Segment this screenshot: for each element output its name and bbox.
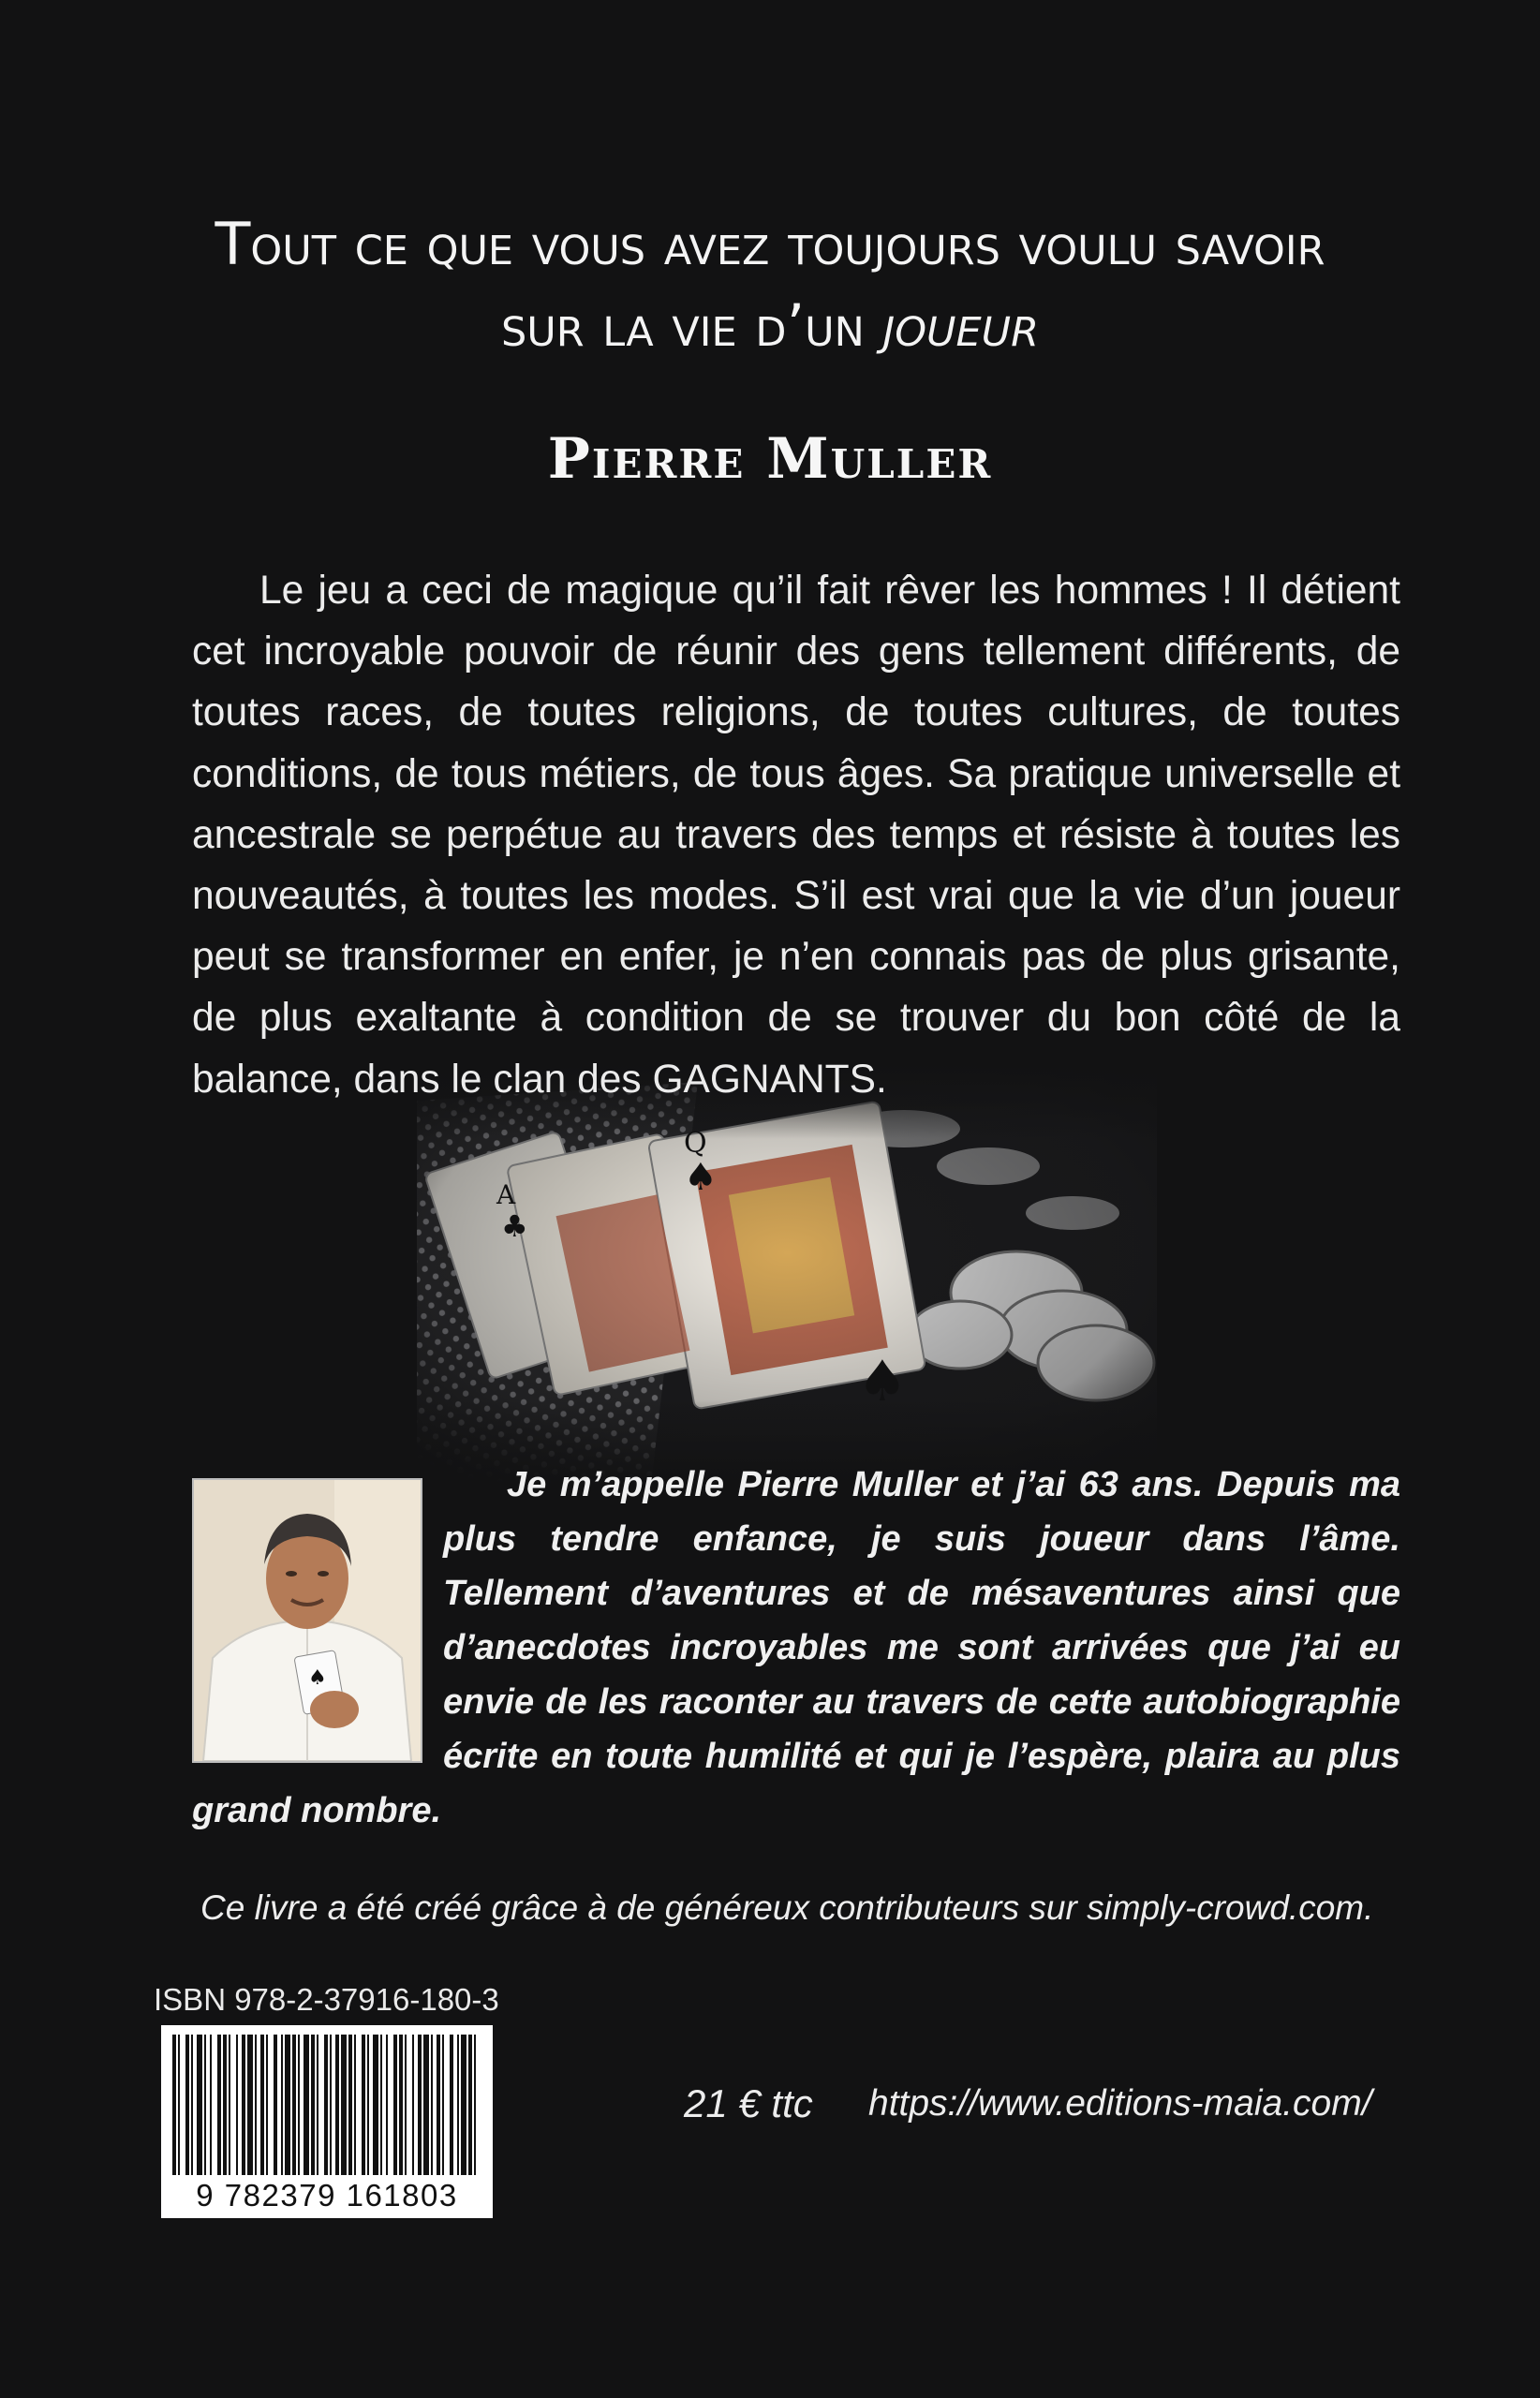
barcode-bar [468, 2035, 472, 2175]
title-line-2-prefix: sur la vie d’un [500, 291, 883, 360]
author-bio-text: Je m’appelle Pierre Muller et j’ai 63 ans. Depuis ma plus tendre enfance, je suis joueur dans l’âme. Tellement d’aventures et de mésaventures ainsi que d’anecdotes incroyables me sont arrivées que j’ai eu envie de les raconter au travers de cette autobiographie écrite en toute humilité et qui je l’espère, plaira au plus grand nombre. [192, 1465, 1400, 1830]
barcode-bar [242, 2035, 245, 2175]
barcode-bar [178, 2035, 180, 2175]
barcode-bar [341, 2035, 347, 2175]
contributors-note: Ce livre a été créé grâce à de généreux contributeurs sur simply-crowd.com. [200, 1888, 1374, 1927]
barcode-bar [298, 2035, 300, 2175]
barcode-bar [317, 2035, 318, 2175]
cards-photo [417, 1063, 1157, 1485]
barcode-bar [210, 2035, 212, 2175]
blurb-paragraph: Le jeu a ceci de magique qu’il fait rêver les hommes ! Il détient cet incroyable pouvoir de réunir des gens tellement différents, de toutes races, de toutes religions, de toutes cultures, de toutes conditions, de tous métiers, de tous âges. Sa pratique universelle et ancestrale se perpétue au travers des temps et résiste à toutes les nouveautés, à toutes les modes. S’il est vrai que la vie d’un joueur peut se transformer en enfer, je n’en connais pas de plus grisante, de plus exaltante à condition de se trouver du bon côté de la balance, dans le clan des GAGNANTS. [192, 569, 1400, 1102]
author-name: Pierre Muller [547, 426, 993, 492]
barcode-bar [285, 2035, 290, 2175]
barcode-bar [354, 2035, 356, 2175]
barcode-bar [217, 2035, 221, 2175]
barcode-bar [442, 2035, 444, 2175]
barcode-bar [247, 2035, 253, 2175]
barcode-bar [373, 2035, 378, 2175]
barcode-bar [260, 2035, 264, 2175]
barcode-bar [405, 2035, 407, 2175]
barcode-bar [335, 2035, 339, 2175]
price: 21 € ttc [684, 2081, 813, 2125]
barcode-bar [457, 2035, 459, 2175]
barcode-bar [367, 2035, 369, 2175]
barcode-bar [204, 2035, 206, 2175]
barcode-bar [386, 2035, 388, 2175]
barcode-bar [274, 2035, 277, 2175]
isbn-barcode [161, 2025, 493, 2218]
barcode-bar [223, 2035, 227, 2175]
barcode-bar [255, 2035, 257, 2175]
barcode-bar [450, 2035, 453, 2175]
barcode-bar [185, 2035, 189, 2175]
barcode-bar [236, 2035, 238, 2175]
author-photo [192, 1478, 422, 1763]
barcode-digits: 9 782379 161803 [161, 2179, 493, 2213]
barcode-bar [304, 2035, 309, 2175]
barcode-bar [197, 2035, 202, 2175]
barcode-bar [418, 2035, 422, 2175]
barcode-bar [172, 2035, 176, 2175]
publisher-url: https://www.editions-maia.com/ [868, 2083, 1372, 2124]
barcode-bar [412, 2035, 414, 2175]
title-line-1: Tout ce que vous avez toujours voulu savoir [215, 210, 1325, 278]
barcode-bar [324, 2035, 328, 2175]
barcode-bar [292, 2035, 296, 2175]
barcode-bar [330, 2035, 332, 2175]
barcode-bar [229, 2035, 230, 2175]
barcode-bar [362, 2035, 365, 2175]
svg-text:♠: ♠ [308, 1666, 327, 1690]
title-line-2-emphasis: joueur [882, 291, 1040, 360]
barcode-bar [266, 2035, 268, 2175]
barcode-bar [380, 2035, 382, 2175]
barcode-bar [437, 2035, 440, 2175]
title-line-2 [0, 286, 1540, 366]
barcode-bar [431, 2035, 433, 2175]
barcode-bar [461, 2035, 466, 2175]
barcode-bar [281, 2035, 283, 2175]
barcode-bar [474, 2035, 476, 2175]
isbn-label: ISBN 978-2-37916-180-3 [154, 1982, 499, 2017]
barcode-bar [393, 2035, 397, 2175]
barcode-bar [311, 2035, 315, 2175]
barcode-bar [423, 2035, 429, 2175]
barcode-bar [348, 2035, 352, 2175]
barcode-bar [399, 2035, 403, 2175]
barcode-bar [191, 2035, 193, 2175]
